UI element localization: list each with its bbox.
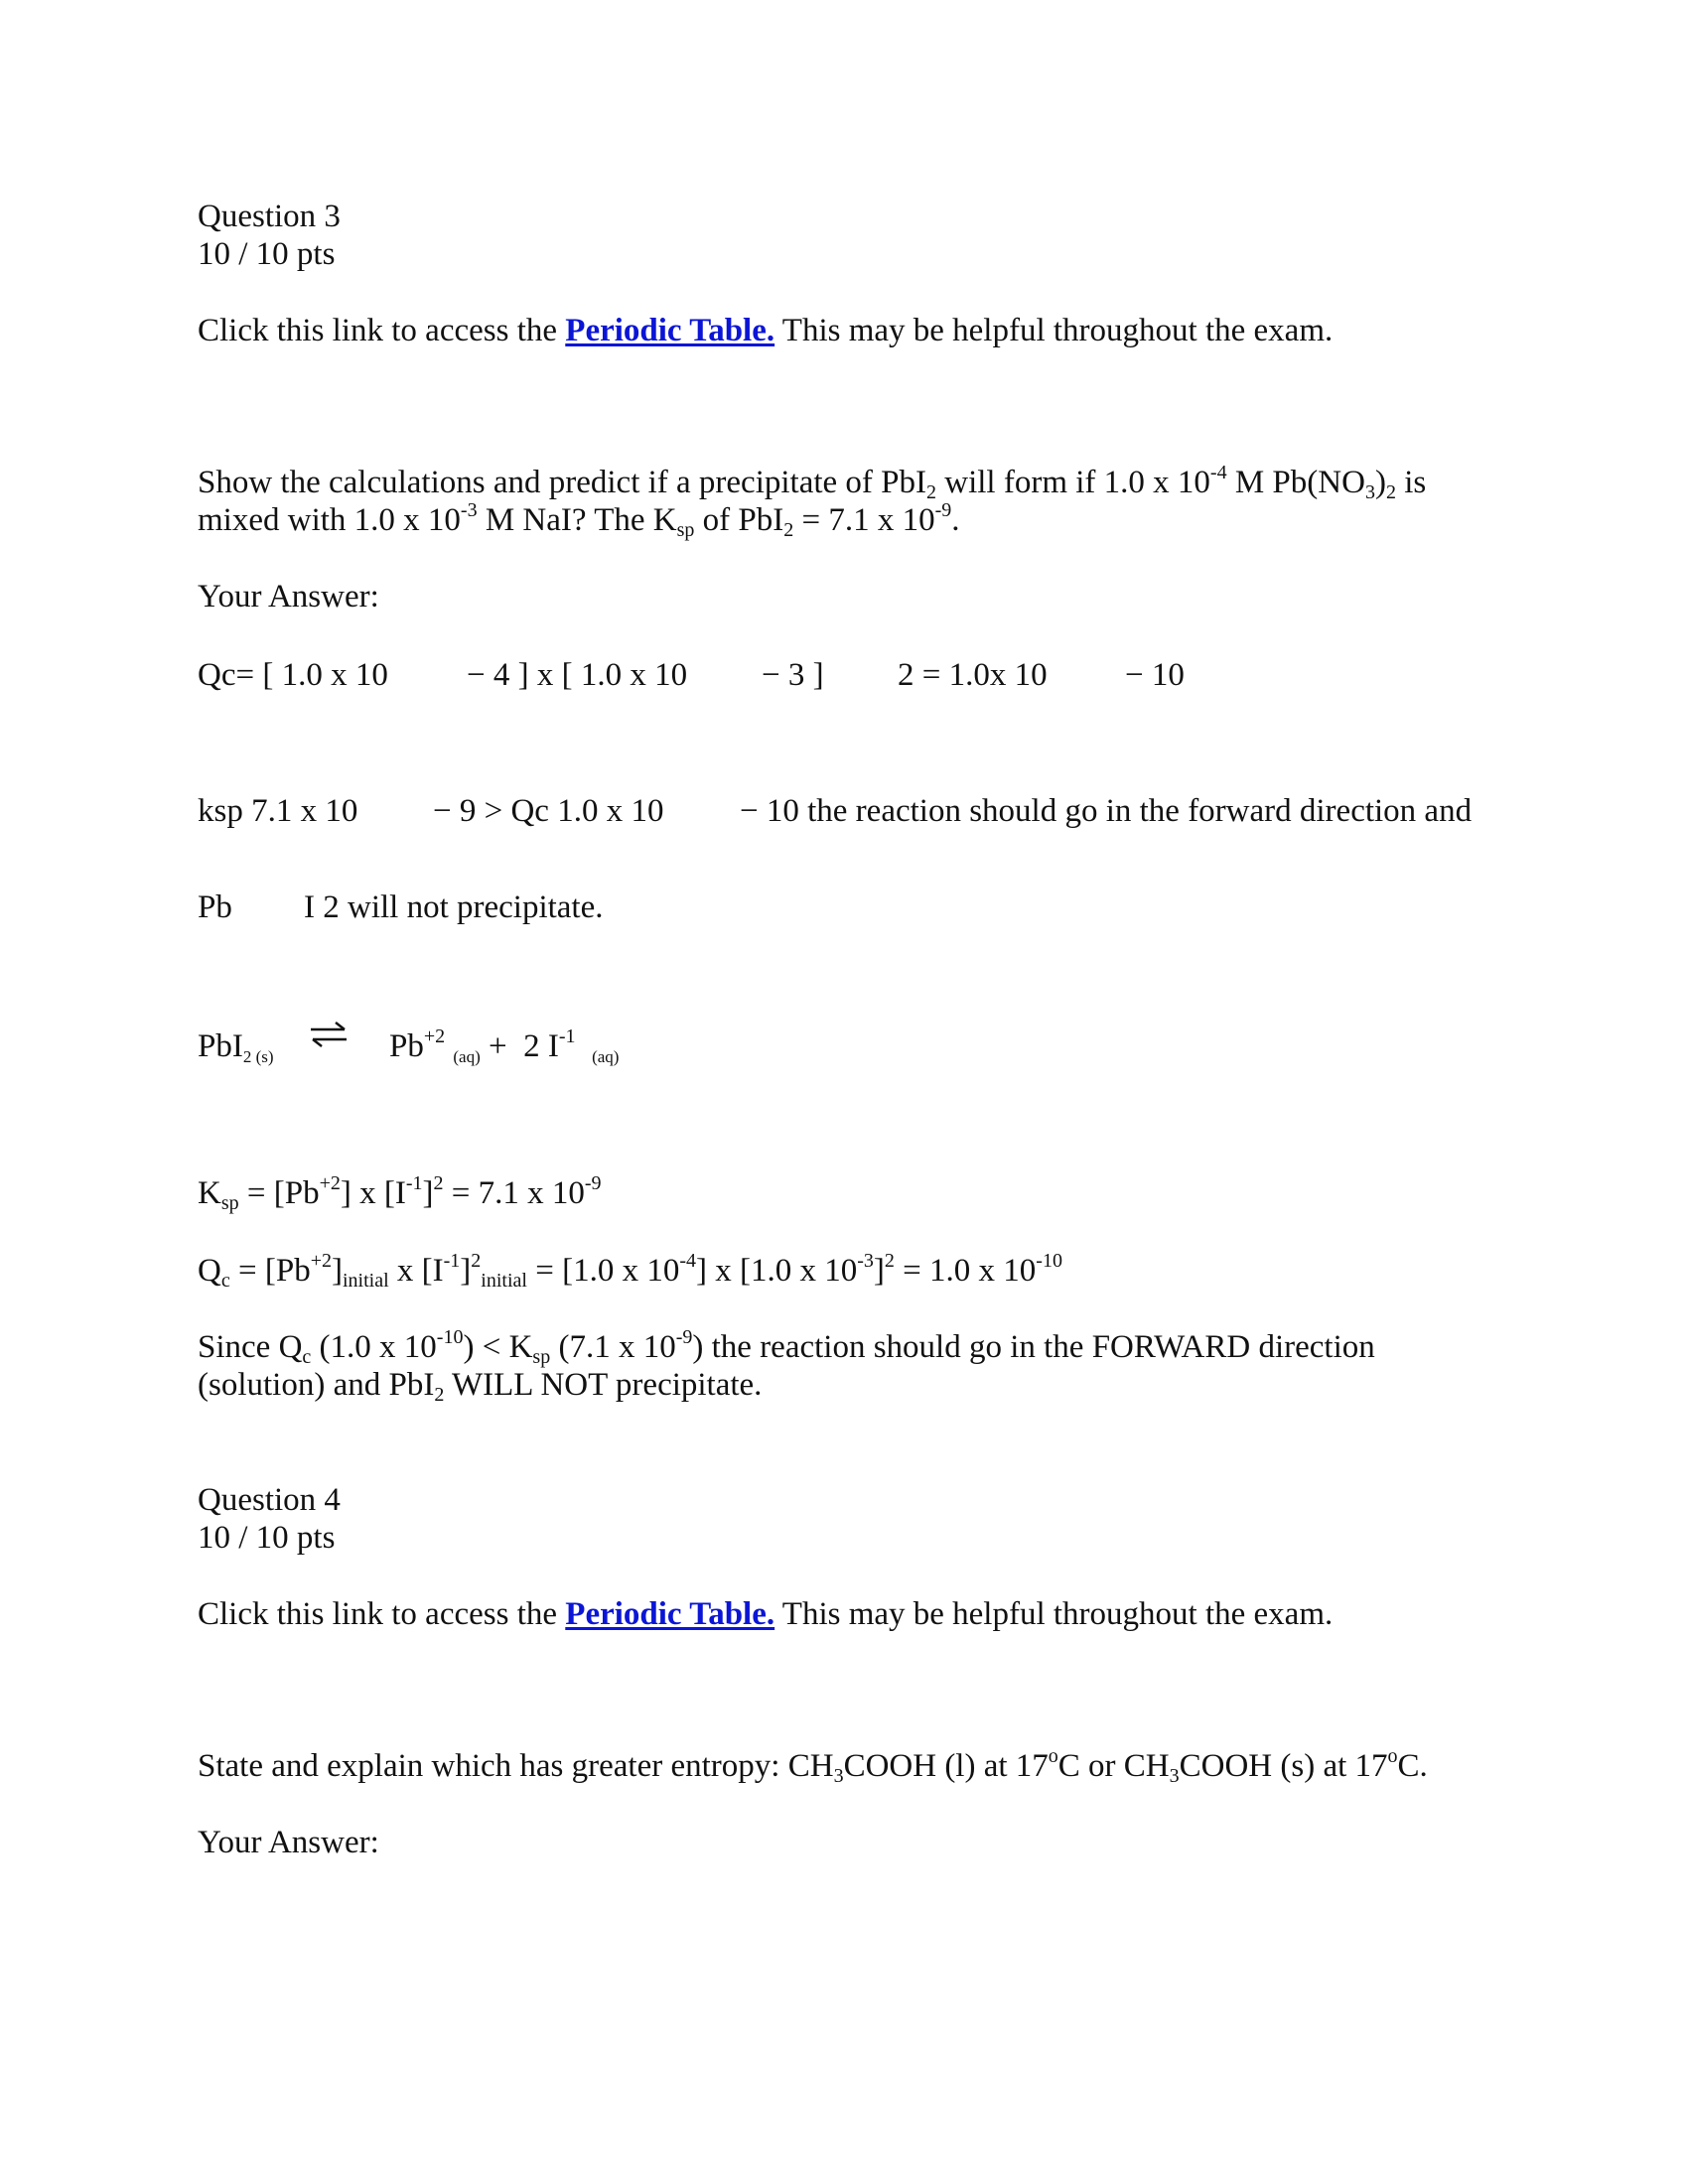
plus-sign: + [489, 1028, 507, 1064]
qc-text: = [1.0 x 10 [535, 1253, 680, 1289]
prompt-text: Show the calculations and predict if a precipitate of PbI [198, 465, 927, 500]
qc-text: = 1.0 x 10 [903, 1253, 1037, 1289]
reaction-products [389, 1025, 620, 1066]
qc-subscript: c [220, 1270, 230, 1292]
link-suffix: This may be helpful throughout the exam. [781, 313, 1334, 348]
prompt-superscript: -9 [934, 499, 952, 521]
conclusion-line-1 [198, 1326, 1375, 1368]
ksp-superscript: -1 [405, 1172, 423, 1194]
periodic-table-link[interactable]: Periodic Table. [565, 313, 775, 348]
ksp-superscript: -9 [584, 1172, 602, 1194]
conclusion-subscript: sp [532, 1346, 551, 1368]
qc-superscript: +2 [310, 1250, 332, 1272]
conclusion-text: ) the reaction should go in the FORWARD direction [692, 1329, 1375, 1365]
conclusion-text: (solution) and PbI [198, 1367, 435, 1403]
qc-text: x [I [396, 1253, 444, 1289]
product-lead-ion: Pb [389, 1028, 424, 1064]
conclusion-text: (7.1 x 10 [558, 1329, 676, 1365]
conclusion-text: (1.0 x 10 [319, 1329, 437, 1365]
qc-subscript: initial [342, 1270, 389, 1292]
conclusion-superscript: -9 [675, 1326, 693, 1348]
conclusion-text: Since Q [198, 1329, 303, 1365]
prompt-text: = 7.1 x 10 [801, 502, 935, 538]
question-4-prompt [198, 1745, 1428, 1787]
conclusion-subscript: 2 [434, 1384, 445, 1406]
prompt-text: M Pb(NO [1234, 465, 1365, 500]
qc-text: ] [460, 1253, 472, 1289]
qc-symbol: Q [198, 1253, 221, 1289]
prompt-superscript: -4 [1209, 462, 1227, 483]
ksp-symbol: K [198, 1175, 221, 1211]
qc-text: ] x [1.0 x 10 [696, 1253, 858, 1289]
prompt-text: of PbI [702, 502, 784, 538]
reactant-formula: PbI [198, 1028, 243, 1064]
conclusion-line-2 [198, 1367, 763, 1406]
prompt-superscript: o [1048, 1745, 1058, 1767]
prompt-text: mixed with 1.0 x 10 [198, 502, 461, 538]
answer-pb-part-1: Pb [198, 889, 232, 925]
ksp-text: ] x [I [340, 1175, 406, 1211]
question-4-points: 10 / 10 pts [198, 1520, 336, 1556]
ksp-text: = [Pb [246, 1175, 320, 1211]
periodic-table-line-q3 [198, 315, 1333, 347]
conclusion-subscript: c [302, 1346, 312, 1368]
product-iodide-ion: 2 I [523, 1028, 559, 1064]
ksp-subscript: sp [220, 1192, 239, 1214]
prompt-subscript: 2 [783, 519, 794, 541]
reactant-state: 2 (s) [242, 1047, 274, 1066]
prompt-text: COOH (s) at 17 [1179, 1748, 1388, 1784]
ksp-text: = 7.1 x 10 [451, 1175, 585, 1211]
link-prefix: Click this link to access the [198, 313, 558, 348]
lead-state: (aq) [453, 1047, 481, 1066]
prompt-subscript: 3 [833, 1765, 844, 1787]
qc-superscript: -4 [679, 1250, 696, 1272]
prompt-text: COOH (l) at 17 [843, 1748, 1049, 1784]
prompt-text: will form if 1.0 x 10 [944, 465, 1210, 500]
answer-qc-part-5: − 10 [1125, 657, 1185, 693]
iodide-charge: -1 [558, 1025, 576, 1047]
equilibrium-arrows-icon [309, 1018, 349, 1053]
ksp-superscript: +2 [319, 1172, 341, 1194]
prompt-superscript: o [1387, 1745, 1398, 1767]
question-4-answer-label: Your Answer: [198, 1825, 379, 1860]
answer-qc-part-4: 2 = 1.0x 10 [898, 657, 1048, 693]
answer-qc-part-2: − 4 ] x [ 1.0 x 10 [467, 657, 688, 693]
prompt-superscript: -3 [460, 499, 478, 521]
qc-superscript: -10 [1036, 1250, 1062, 1272]
question-3-prompt-line-1 [198, 462, 1427, 503]
prompt-subscript: 3 [1169, 1765, 1180, 1787]
ksp-superscript: 2 [433, 1172, 444, 1194]
prompt-text: C or CH [1057, 1748, 1170, 1784]
prompt-text: . [951, 502, 960, 538]
periodic-table-line-q4 [198, 1598, 1333, 1631]
ksp-text: ] [422, 1175, 434, 1211]
qc-text: ] [873, 1253, 885, 1289]
prompt-text: is [1404, 465, 1427, 500]
qc-subscript: initial [481, 1270, 527, 1292]
prompt-subscript: sp [676, 519, 695, 541]
qc-superscript: -1 [443, 1250, 461, 1272]
ksp-expression [198, 1172, 602, 1214]
prompt-subscript: 2 [1385, 481, 1396, 503]
qc-expression [198, 1250, 1062, 1292]
lead-charge: +2 [423, 1025, 446, 1047]
reaction-reactant [198, 1028, 274, 1066]
qc-text: = [Pb [237, 1253, 311, 1289]
prompt-text: M NaI? The K [485, 502, 677, 538]
prompt-subscript: 2 [926, 481, 937, 503]
prompt-text: C. [1397, 1748, 1428, 1784]
conclusion-text: ) < K [463, 1329, 533, 1365]
answer-pb-part-2: I 2 will not precipitate. [304, 889, 604, 925]
prompt-subscript: 3 [1364, 481, 1375, 503]
qc-text: ] [331, 1253, 343, 1289]
qc-superscript: -3 [857, 1250, 874, 1272]
question-3-answer-label: Your Answer: [198, 579, 379, 614]
answer-ksp-part-1: ksp 7.1 x 10 [198, 793, 358, 829]
periodic-table-link[interactable]: Periodic Table. [565, 1596, 775, 1632]
qc-superscript: 2 [471, 1250, 482, 1272]
iodide-state: (aq) [592, 1047, 620, 1066]
prompt-text: ) [1374, 465, 1386, 500]
answer-ksp-part-2: − 9 > Qc 1.0 x 10 [433, 793, 664, 829]
qc-superscript: 2 [884, 1250, 895, 1272]
conclusion-superscript: -10 [436, 1326, 464, 1348]
conclusion-text: WILL NOT precipitate. [451, 1367, 763, 1403]
answer-qc-part-3: − 3 ] [762, 657, 824, 693]
link-suffix: This may be helpful throughout the exam. [781, 1596, 1334, 1632]
question-3-title: Question 3 [198, 199, 341, 234]
link-prefix: Click this link to access the [198, 1596, 558, 1632]
question-3-prompt-line-2 [198, 499, 960, 541]
prompt-text: State and explain which has greater entropy: CH [198, 1748, 834, 1784]
question-3-points: 10 / 10 pts [198, 236, 336, 272]
answer-qc-part-1: Qc= [ 1.0 x 10 [198, 657, 388, 693]
question-4-title: Question 4 [198, 1482, 341, 1518]
answer-ksp-part-3: − 10 the reaction should go in the forward direction and [740, 793, 1473, 829]
